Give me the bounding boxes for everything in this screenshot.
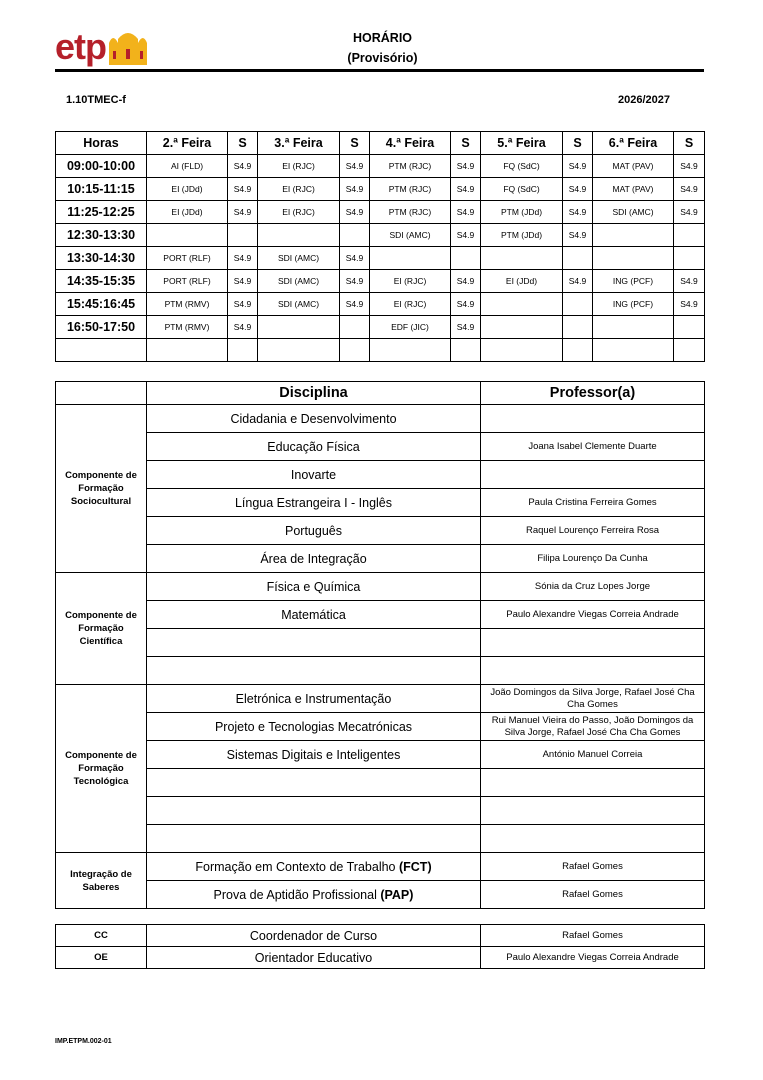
room-cell: S4.9: [451, 178, 481, 201]
room-cell: S4.9: [451, 293, 481, 316]
day-header: 3.ª Feira: [258, 132, 340, 155]
schedule-row: [56, 201, 705, 224]
class-cell: EDF (JIC): [370, 316, 451, 339]
logo-text: etp: [55, 26, 106, 67]
subject-label: Cidadania e Desenvolvimento: [230, 411, 397, 426]
class-cell: [593, 247, 674, 270]
room-cell: S4.9: [451, 224, 481, 247]
page-subtitle: (Provisório): [347, 51, 418, 65]
room-cell: S4.9: [340, 293, 370, 316]
subject-name: [147, 657, 481, 685]
room-cell: S4.9: [228, 293, 258, 316]
subject-label: Física e Química: [266, 579, 361, 594]
room-cell: S4.9: [563, 178, 593, 201]
subject-name: [147, 601, 481, 629]
subject-name: [147, 685, 481, 713]
teacher-name: [481, 797, 705, 825]
class-cell: [370, 247, 451, 270]
class-cell: PTM (RMV): [147, 293, 228, 316]
time-slot: [56, 339, 147, 362]
teacher-name: [481, 405, 705, 433]
teacher-name: [481, 629, 705, 657]
teacher-name: Filipa Lourenço Da Cunha: [481, 545, 705, 573]
role-person: Paulo Alexandre Viegas Correia Andrade: [481, 947, 705, 969]
class-cell: EI (RJC): [370, 293, 451, 316]
subject-name: [147, 629, 481, 657]
class-cell: EI (RJC): [258, 155, 340, 178]
class-cell: [258, 224, 340, 247]
room-cell: S4.9: [451, 201, 481, 224]
subject-name: [147, 769, 481, 797]
empty-header-cell: [56, 382, 147, 405]
room-cell: S4.9: [451, 270, 481, 293]
room-cell: S4.9: [228, 247, 258, 270]
subject-row: [56, 853, 705, 881]
time-slot: 14:35-15:35: [56, 270, 147, 293]
room-cell: S4.9: [340, 201, 370, 224]
subject-name: [147, 573, 481, 601]
room-cell: [228, 339, 258, 362]
teacher-name: João Domingos da Silva Jorge, Rafael José Cha Cha Gomes: [481, 685, 705, 713]
schedule-row: [56, 339, 705, 362]
subject-label: Português: [285, 523, 342, 538]
role-row: [56, 925, 705, 947]
subject-row: [56, 657, 705, 685]
subject-row: [56, 573, 705, 601]
class-code: 1.10TMEC-f: [66, 94, 126, 106]
class-cell: MAT (PAV): [593, 155, 674, 178]
schedule-row: [56, 270, 705, 293]
class-cell: PTM (RJC): [370, 201, 451, 224]
subject-row: [56, 433, 705, 461]
class-cell: [481, 316, 563, 339]
schedule-row: [56, 224, 705, 247]
room-cell: S4.9: [563, 270, 593, 293]
teacher-name: [481, 825, 705, 853]
subject-name: [147, 489, 481, 517]
time-slot: 12:30-13:30: [56, 224, 147, 247]
day-header: 5.ª Feira: [481, 132, 563, 155]
teacher-name: Sónia da Cruz Lopes Jorge: [481, 573, 705, 601]
class-cell: FQ (SdC): [481, 178, 563, 201]
subject-name: [147, 433, 481, 461]
subject-row: [56, 629, 705, 657]
room-cell: S4.9: [340, 178, 370, 201]
teacher-name: António Manuel Correia: [481, 741, 705, 769]
school-year: 2026/2027: [618, 94, 670, 106]
subject-label: Formação em Contexto de Trabalho: [195, 859, 396, 874]
subject-abbr: (FCT): [398, 859, 432, 874]
role-row: [56, 947, 705, 969]
class-cell: PORT (RLF): [147, 247, 228, 270]
subject-name: [147, 517, 481, 545]
subject-row: [56, 797, 705, 825]
schedule-row: [56, 293, 705, 316]
class-cell: [593, 339, 674, 362]
day-header: 4.ª Feira: [370, 132, 451, 155]
class-cell: SDI (AMC): [258, 247, 340, 270]
time-slot: 16:50-17:50: [56, 316, 147, 339]
time-slot: 11:25-12:25: [56, 201, 147, 224]
class-cell: EI (RJC): [370, 270, 451, 293]
room-cell: [674, 247, 705, 270]
schedule-row: [56, 316, 705, 339]
subject-row: [56, 517, 705, 545]
class-cell: PTM (JDd): [481, 201, 563, 224]
class-cell: EI (RJC): [258, 178, 340, 201]
subject-name: [147, 713, 481, 741]
subject-row: [56, 685, 705, 713]
form-code: IMP.ETPM.002-01: [55, 1038, 112, 1045]
class-cell: SDI (AMC): [593, 201, 674, 224]
room-cell: [563, 316, 593, 339]
role-code: CC: [56, 925, 147, 947]
schedule-row: [56, 155, 705, 178]
hours-header: Horas: [56, 132, 147, 155]
subject-row: [56, 769, 705, 797]
subject-name: [147, 545, 481, 573]
room-cell: [563, 247, 593, 270]
subject-name: [147, 405, 481, 433]
class-cell: [593, 224, 674, 247]
class-cell: [481, 339, 563, 362]
room-cell: S4.9: [563, 201, 593, 224]
room-cell: S4.9: [563, 155, 593, 178]
room-cell: S4.9: [340, 155, 370, 178]
room-header: S: [340, 132, 370, 155]
logo-building-icon: [108, 31, 148, 67]
room-cell: S4.9: [674, 293, 705, 316]
room-header: S: [451, 132, 481, 155]
room-cell: [340, 224, 370, 247]
class-cell: [481, 247, 563, 270]
class-cell: ING (PCF): [593, 270, 674, 293]
room-cell: S4.9: [563, 224, 593, 247]
time-slot: 10:15-11:15: [56, 178, 147, 201]
schedule-table: [55, 131, 705, 362]
time-slot: 09:00-10:00: [56, 155, 147, 178]
subject-name: [147, 853, 481, 881]
schedule-row: [56, 247, 705, 270]
subject-row: [56, 601, 705, 629]
class-cell: [258, 339, 340, 362]
discipline-header: Disciplina: [147, 382, 481, 405]
class-cell: EI (JDd): [147, 201, 228, 224]
teacher-name: Raquel Lourenço Ferreira Rosa: [481, 517, 705, 545]
subject-label: Inovarte: [290, 467, 337, 482]
teacher-name: [481, 657, 705, 685]
room-cell: S4.9: [674, 178, 705, 201]
schedule-row: [56, 178, 705, 201]
class-cell: EI (JDd): [481, 270, 563, 293]
subject-row: [56, 825, 705, 853]
room-cell: [340, 316, 370, 339]
room-cell: S4.9: [228, 270, 258, 293]
class-cell: [258, 316, 340, 339]
room-cell: S4.9: [228, 316, 258, 339]
class-cell: PTM (RJC): [370, 155, 451, 178]
role-person: Rafael Gomes: [481, 925, 705, 947]
class-cell: SDI (AMC): [258, 270, 340, 293]
class-cell: SDI (AMC): [258, 293, 340, 316]
class-cell: PORT (RLF): [147, 270, 228, 293]
subject-label: Educação Física: [267, 439, 360, 454]
room-cell: S4.9: [451, 316, 481, 339]
subject-row: [56, 405, 705, 433]
class-cell: [370, 339, 451, 362]
teacher-name: Paulo Alexandre Viegas Correia Andrade: [481, 601, 705, 629]
room-header: S: [563, 132, 593, 155]
class-cell: [481, 293, 563, 316]
class-cell: PTM (RJC): [370, 178, 451, 201]
room-cell: [451, 339, 481, 362]
room-cell: [451, 247, 481, 270]
subject-name: [147, 825, 481, 853]
class-cell: PTM (JDd): [481, 224, 563, 247]
room-cell: S4.9: [451, 155, 481, 178]
subject-row: [56, 545, 705, 573]
room-cell: S4.9: [674, 201, 705, 224]
room-cell: [563, 339, 593, 362]
subject-row: [56, 489, 705, 517]
subject-row: [56, 461, 705, 489]
role-code: OE: [56, 947, 147, 969]
time-slot: 13:30-14:30: [56, 247, 147, 270]
page-title: HORÁRIO: [352, 31, 413, 45]
room-header: S: [674, 132, 705, 155]
class-cell: [593, 316, 674, 339]
teacher-name: Joana Isabel Clemente Duarte: [481, 433, 705, 461]
subject-label: Área de Integração: [260, 551, 367, 566]
room-cell: [674, 339, 705, 362]
component-cell: Componente de Formação Tecnológica: [56, 685, 147, 853]
class-cell: [147, 339, 228, 362]
room-cell: [563, 293, 593, 316]
room-cell: [674, 316, 705, 339]
class-cell: [147, 224, 228, 247]
subject-name: [147, 461, 481, 489]
subject-name: [147, 881, 481, 909]
subject-name: [147, 797, 481, 825]
room-cell: [340, 339, 370, 362]
teacher-name: Rafael Gomes: [481, 853, 705, 881]
school-logo: [55, 27, 148, 67]
teacher-name: Rui Manuel Vieira do Passo, João Domingos da Silva Jorge, Rafael José Cha Cha Gomes: [481, 713, 705, 741]
subject-row: [56, 713, 705, 741]
class-cell: PTM (RMV): [147, 316, 228, 339]
class-cell: MAT (PAV): [593, 178, 674, 201]
subject-label: Projeto e Tecnologias Mecatrónicas: [214, 719, 413, 734]
room-cell: [674, 224, 705, 247]
header-divider: [55, 69, 704, 72]
subject-abbr: (PAP): [380, 887, 414, 902]
role-title: Coordenador de Curso: [147, 925, 481, 947]
day-header: 2.ª Feira: [147, 132, 228, 155]
class-cell: SDI (AMC): [370, 224, 451, 247]
subject-name: [147, 741, 481, 769]
roles-table: [55, 924, 705, 969]
component-cell: Componente de Formação Sociocultural: [56, 405, 147, 573]
subject-label: Língua Estrangeira I - Inglês: [234, 495, 393, 510]
teacher-name: Rafael Gomes: [481, 881, 705, 909]
room-cell: S4.9: [340, 247, 370, 270]
room-cell: S4.9: [674, 155, 705, 178]
subject-label: Matemática: [281, 607, 346, 622]
subject-label: Eletrónica e Instrumentação: [235, 691, 392, 706]
room-cell: S4.9: [228, 201, 258, 224]
component-cell: Componente de Formação Científica: [56, 573, 147, 685]
room-cell: [228, 224, 258, 247]
subject-label: Sistemas Digitais e Inteligentes: [226, 747, 401, 762]
room-header: S: [228, 132, 258, 155]
class-cell: AI (FLD): [147, 155, 228, 178]
time-slot: 15:45:16:45: [56, 293, 147, 316]
subject-row: [56, 881, 705, 909]
teacher-name: [481, 461, 705, 489]
subjects-table: [55, 381, 705, 909]
teacher-header: Professor(a): [481, 382, 705, 405]
class-cell: EI (JDd): [147, 178, 228, 201]
teacher-name: Paula Cristina Ferreira Gomes: [481, 489, 705, 517]
room-cell: S4.9: [674, 270, 705, 293]
subject-row: [56, 741, 705, 769]
subject-label: Prova de Aptidão Profissional: [213, 887, 377, 902]
class-cell: EI (RJC): [258, 201, 340, 224]
day-header: 6.ª Feira: [593, 132, 674, 155]
room-cell: S4.9: [228, 178, 258, 201]
room-cell: S4.9: [228, 155, 258, 178]
role-title: Orientador Educativo: [147, 947, 481, 969]
component-cell: Integração de Saberes: [56, 853, 147, 909]
room-cell: S4.9: [340, 270, 370, 293]
class-cell: FQ (SdC): [481, 155, 563, 178]
teacher-name: [481, 769, 705, 797]
class-cell: ING (PCF): [593, 293, 674, 316]
